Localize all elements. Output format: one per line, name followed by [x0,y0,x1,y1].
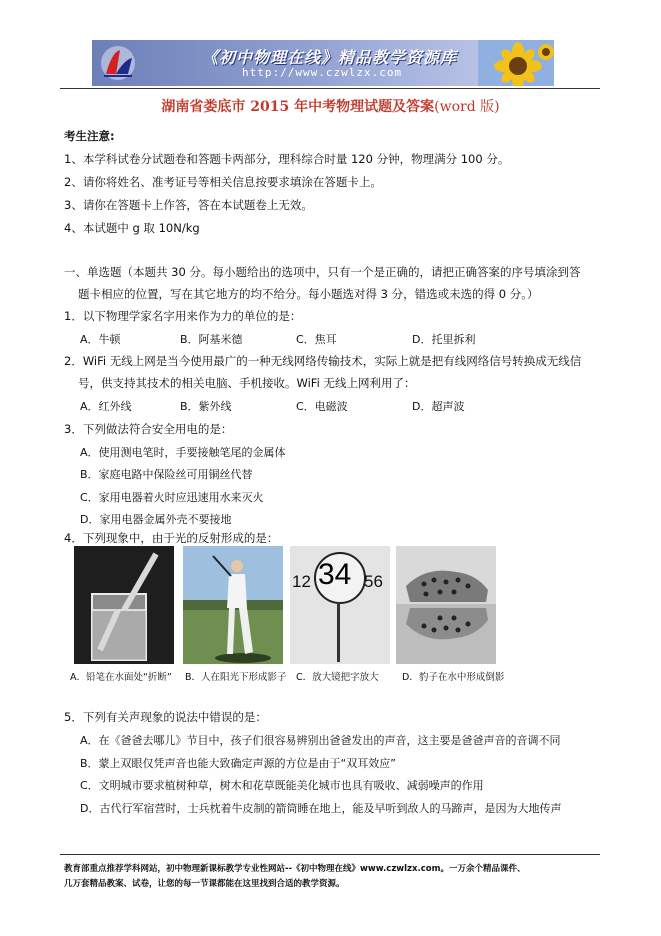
section-intro-line-2: 题卡相应的位置，写在其它地方的均不给分。每小题选对得 3 分，错选或未选的得 0 分。） [78,287,539,301]
q2-option-b: B．紫外线 [180,400,232,413]
header-rule [60,88,600,89]
q3-stem: 3．下列做法符合安全用电的是： [64,422,233,436]
banner-title: 《初中物理在线》精品教学资源库 [202,48,458,67]
q3-option-a: A．使用测电笔时，手要接触笔尾的金属体 [80,446,286,459]
header-banner [92,40,554,86]
q5-stem: 5．下列有关声现象的说法中错误的是： [64,710,267,724]
q4-caption-b: B．人在阳光下形成影子 [185,672,287,683]
q3-option-d: D．家用电器金属外壳不要接地 [80,513,232,526]
q4-caption-c: C．放大镜把字放大 [296,672,379,683]
magnifier-handle-icon [337,602,340,662]
q2-option-c: C．电磁波 [296,400,348,413]
footer-line-1: 教育部重点推荐学科网站，初中物理新课标教学专业性网站--《初中物理在线》www.czwlzx.com。一万余个精品课件、 [64,864,526,874]
q1-option-c: C．焦耳 [296,333,337,346]
footer-rule [60,854,600,855]
banner-url[interactable]: http://www.czwlzx.com [242,66,403,79]
q5-option-d: D．古代行军宿营时，士兵枕着牛皮制的箭筒睡在地上，能及早听到敌人的马蹄声，是因为大地传声 [80,802,562,815]
title-suffix: (word 版) [434,99,500,115]
title-main: 湖南省娄底市 2015 年中考物理试题及答案 [161,99,435,115]
q5-option-a: A．在《爸爸去哪儿》节目中，孩子们很容易辨别出爸爸发出的声音，这主要是爸爸声音的音调不同 [80,734,561,747]
q2-stem-line-2: 号，供支持其技术的相关电脑、手机接收。WiFi 无线上网利用了： [78,376,416,390]
notice-item-1: 1、本学科试卷分试题卷和答题卡两部分，理科综合时量 120 分钟，物理满分 100 分。 [64,152,510,166]
q4-caption-d: D．豹子在水中形成倒影 [402,672,505,683]
q4-photo-magnifier [290,546,390,664]
q4-photo-pencil-in-water [74,546,174,664]
notice-item-3: 3、请你在答题卡上作答，答在本试题卷上无效。 [64,198,313,212]
q1-option-d: D．托里拆利 [412,333,476,346]
notice-item-4: 4、本试题中 g 取 10N/kg [64,221,200,235]
magnifier-digits-right: 56 [364,572,383,591]
magnifier-digits-left: 12 [292,572,311,591]
magnifier-digits-center: 34 [318,558,352,591]
q5-option-c: C．文明城市要求植树种草，树木和花草既能美化城市也具有吸收、减弱噪声的作用 [80,779,484,792]
q1-option-b: B．阿基米德 [180,333,243,346]
q2-stem-line-1: 2．WiFi 无线上网是当今使用最广的一种无线网络传输技术，实际上就是把有线网络信号转换成无线信 [64,354,582,368]
q4-photo-golfer-shadow [183,546,283,664]
q1-option-a: A．牛顿 [80,333,121,346]
q3-option-b: B．家庭电路中保险丝可用铜丝代替 [80,468,253,481]
q1-stem: 1．以下物理学家名字用来作为力的单位的是： [64,309,302,323]
site-logo-icon [98,44,138,82]
notice-heading: 考生注意: [64,129,115,143]
q4-stem: 4．下列现象中，由于光的反射形成的是： [64,531,279,545]
sunflower-icon [478,40,554,86]
q3-option-c: C．家用电器着火时应迅速用水来灭火 [80,491,264,504]
page-title [0,96,661,116]
q4-caption-a: A．铅笔在水面处“折断” [70,672,172,683]
q5-option-b: B．蒙上双眼仅凭声音也能大致确定声源的方位是由于“双耳效应” [80,757,396,770]
footer-line-2: 几万套精品教案、试卷，让您的每一节课都能在这里找到合适的教学资源。 [64,879,345,889]
q4-photo-leopard-reflection [396,546,496,664]
q2-option-a: A．红外线 [80,400,132,413]
notice-item-2: 2、请你将姓名、准考证号等相关信息按要求填涂在答题卡上。 [64,175,382,189]
q2-option-d: D．超声波 [412,400,465,413]
section-intro-line-1: 一、单选题（本题共 30 分。每小题给出的选项中，只有一个是正确的，请把正确答案的序号填涂到答 [64,265,581,279]
